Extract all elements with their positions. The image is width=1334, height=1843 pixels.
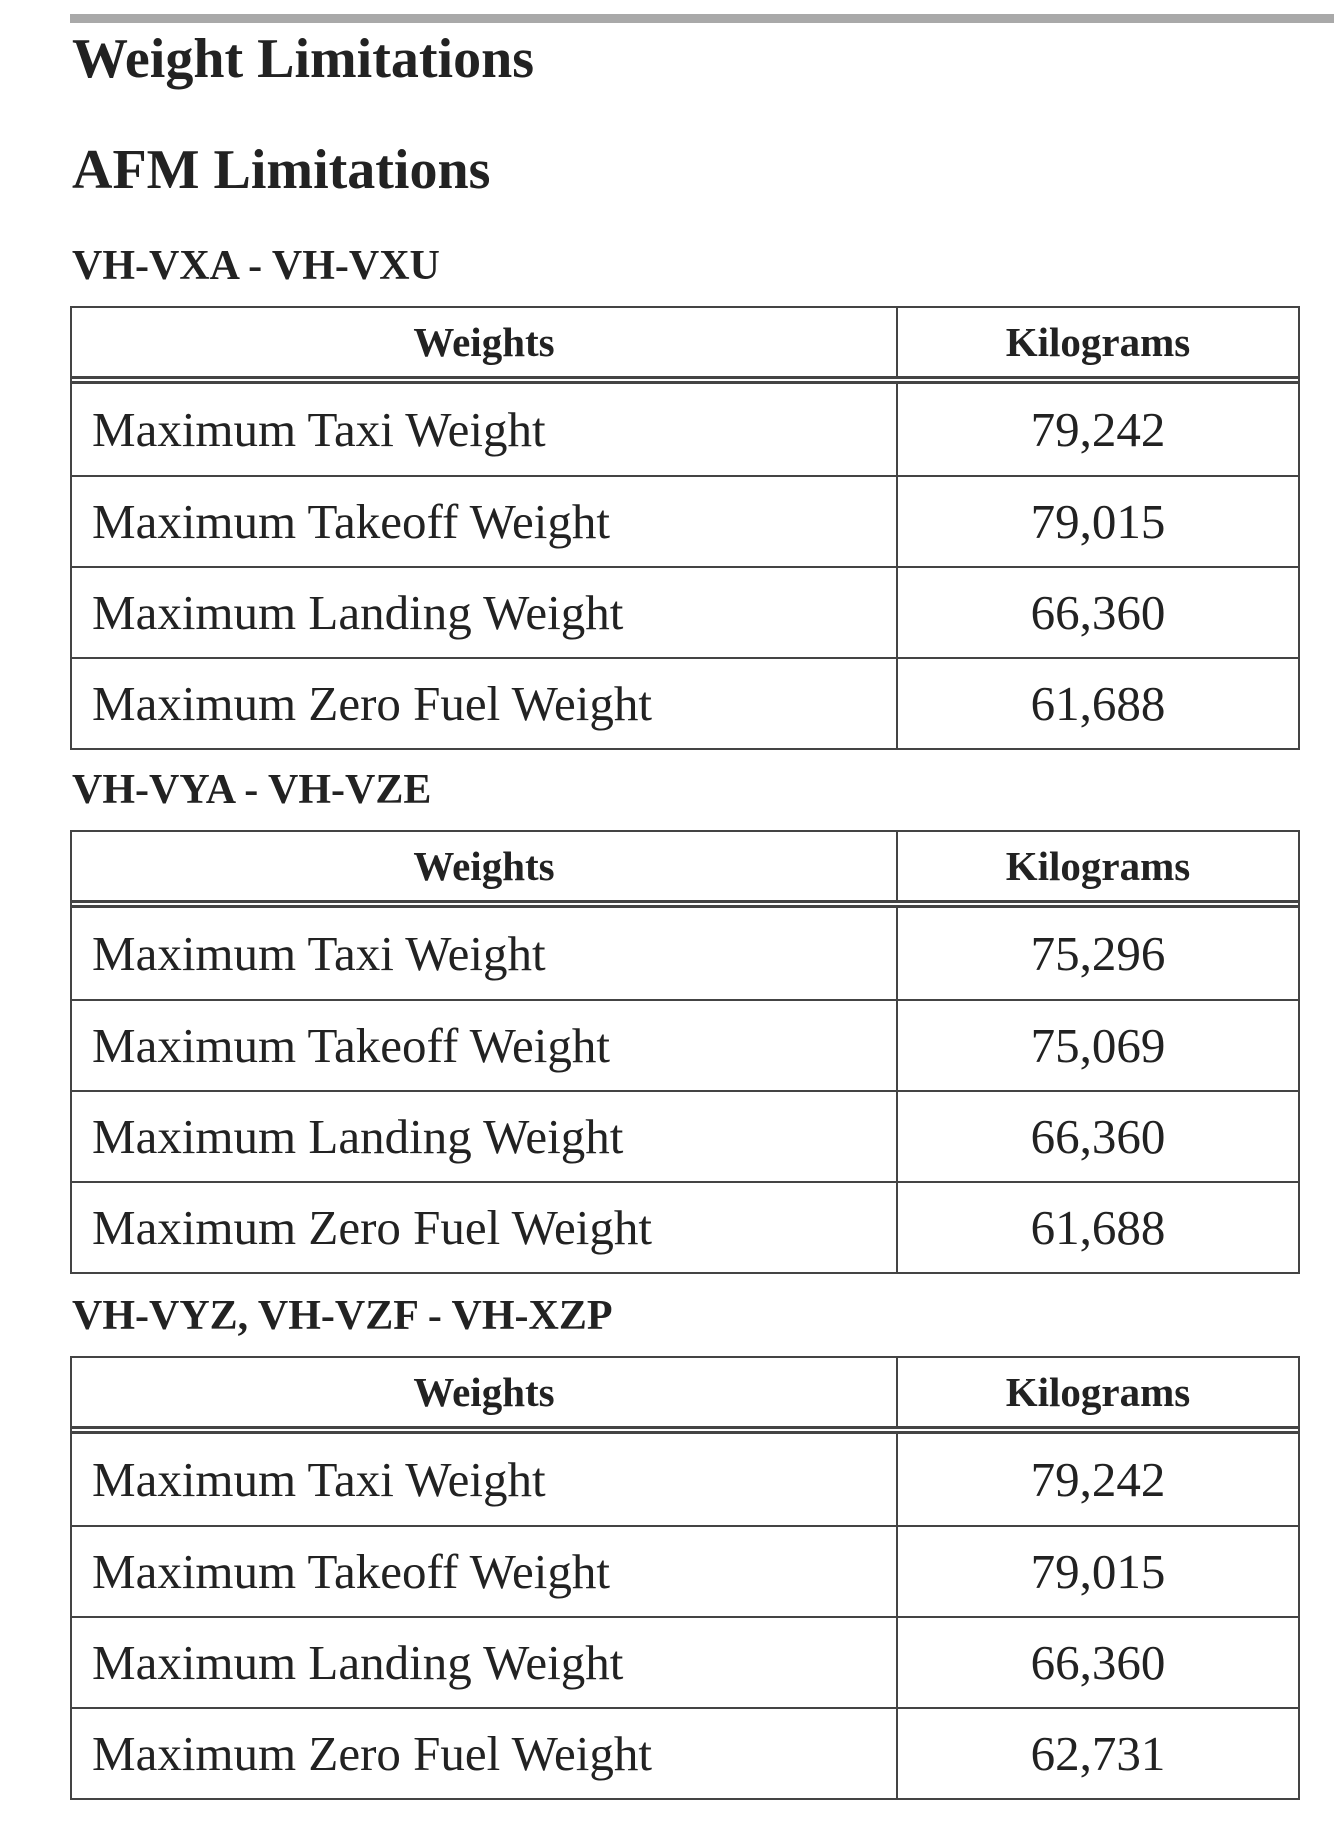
table-row [72,475,1298,566]
weight-value: 61,688 [1030,1200,1166,1255]
section-title: AFM Limitations [72,139,491,201]
table-row [72,908,1298,999]
weight-value: 79,242 [1030,1452,1166,1507]
header-kilograms: Kilograms [1005,1369,1191,1415]
weight-name: Maximum Zero Fuel Weight [72,1709,898,1798]
header-weights: Weights [72,832,898,900]
weight-name: Maximum Zero Fuel Weight [72,659,898,748]
header-weights: Weights [72,308,898,376]
weight-value: 75,296 [1030,926,1166,981]
weight-value: 79,015 [1030,494,1166,549]
weight-name: Maximum Taxi Weight [72,908,898,999]
weights-table-1 [70,306,1300,750]
header-weights: Weights [72,1358,898,1426]
table-header [72,832,1298,908]
weight-value: 79,242 [1030,402,1166,457]
weight-name: Maximum Takeoff Weight [72,1527,898,1616]
table-row [72,999,1298,1090]
weight-value: 66,360 [1030,585,1166,640]
weight-value: 75,069 [1030,1018,1166,1073]
weight-name: Maximum Takeoff Weight [72,477,898,566]
header-kilograms: Kilograms [1005,843,1191,889]
weight-name: Maximum Landing Weight [72,1092,898,1181]
table-row [72,1525,1298,1616]
weight-name: Maximum Zero Fuel Weight [72,1183,898,1272]
table-row [72,657,1298,748]
table-row [72,384,1298,475]
weight-value: 79,015 [1030,1544,1166,1599]
table-header [72,308,1298,384]
weight-value: 62,731 [1030,1726,1166,1781]
top-divider [70,14,1334,23]
weight-name: Maximum Landing Weight [72,1618,898,1707]
weight-name: Maximum Landing Weight [72,568,898,657]
aircraft-range-label-3: VH-VYZ, VH-VZF - VH-XZP [72,1293,613,1339]
weight-name: Maximum Taxi Weight [72,384,898,475]
weights-table-2 [70,830,1300,1274]
table-row [72,1090,1298,1181]
aircraft-range-label-1: VH-VXA - VH-VXU [72,243,440,289]
table-row [72,1707,1298,1798]
page-title: Weight Limitations [72,28,535,90]
weight-name: Maximum Takeoff Weight [72,1001,898,1090]
table-row [72,566,1298,657]
table-row [72,1181,1298,1272]
weight-value: 66,360 [1030,1635,1166,1690]
weights-table-3 [70,1356,1300,1800]
header-kilograms: Kilograms [1005,319,1191,365]
weight-value: 66,360 [1030,1109,1166,1164]
weight-name: Maximum Taxi Weight [72,1434,898,1525]
table-header [72,1358,1298,1434]
aircraft-range-label-2: VH-VYA - VH-VZE [72,767,432,813]
table-row [72,1434,1298,1525]
table-row [72,1616,1298,1707]
weight-value: 61,688 [1030,676,1166,731]
